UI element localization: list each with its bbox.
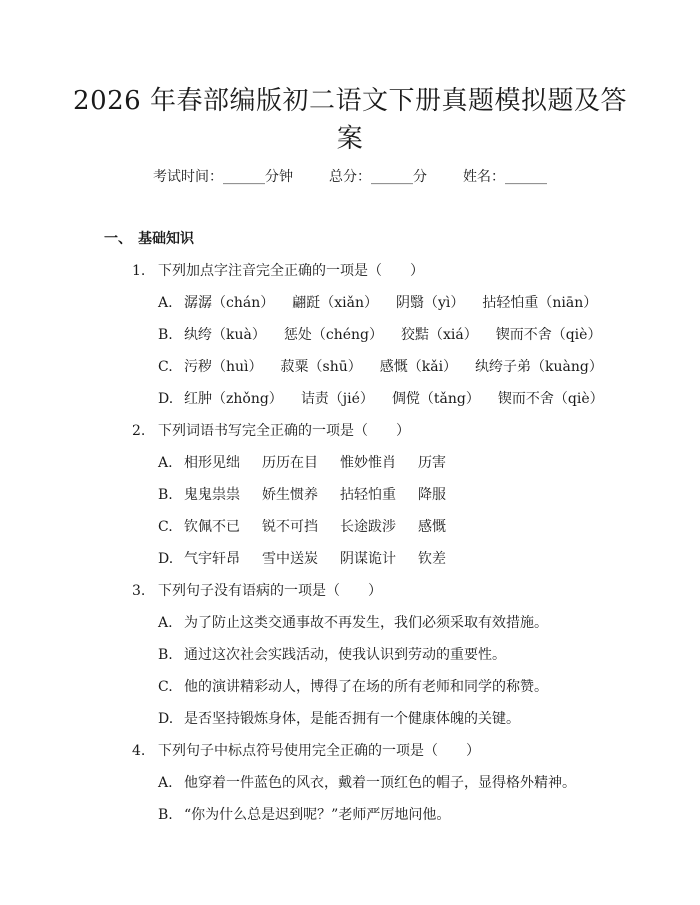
q3-option-c	[158, 676, 548, 698]
option-term: 阴谋诡计	[340, 551, 396, 567]
option-term: 感慨（kǎi）	[379, 359, 458, 375]
option-term: 相形见绌	[184, 455, 240, 471]
option-term: 纨绔子弟（kuàng）	[475, 359, 603, 375]
option-letter: A.	[158, 295, 173, 311]
option-term: 菽粟（shū）	[280, 359, 362, 375]
option-term: 惩处（chéng）	[283, 327, 383, 343]
q1-option-b	[158, 324, 601, 346]
exam-time-field: 考试时间：______分钟	[153, 169, 293, 185]
question-number: 1.	[132, 263, 146, 279]
option-letter: A.	[158, 615, 173, 631]
option-term: 锲而不舍（qiè）	[495, 327, 602, 343]
q2-option-d	[158, 548, 468, 570]
option-letter: D.	[158, 551, 174, 567]
option-term: 纨绔（kuà）	[184, 327, 266, 343]
option-term: 倜傥（tǎng）	[391, 391, 480, 407]
option-letter: B.	[158, 327, 173, 343]
option-term: 拈轻怕重（niān）	[482, 295, 598, 311]
option-letter: C.	[158, 519, 173, 535]
option-text: 为了防止这类交通事故不再发生，我们必须采取有效措施。	[184, 615, 548, 631]
q3-option-b	[158, 644, 506, 666]
option-term: 感慨	[418, 519, 446, 535]
question-text: 下列加点字注音完全正确的一项是（ ）	[158, 263, 424, 279]
section-title: 基础知识	[138, 231, 194, 247]
question-text: 下列句子没有语病的一项是（ ）	[158, 583, 382, 599]
exam-info-line	[0, 166, 700, 188]
question-3	[132, 580, 382, 602]
question-text: 下列句子中标点符号使用完全正确的一项是（ ）	[158, 743, 480, 759]
option-text: “你为什么总是迟到呢？”老师严厉地问他。	[184, 807, 451, 823]
question-number: 2.	[132, 423, 146, 439]
section-number: 一、	[104, 231, 132, 247]
q4-option-a	[158, 772, 576, 794]
q2-option-c	[158, 516, 468, 538]
question-2	[132, 420, 410, 442]
option-term: 降服	[418, 487, 446, 503]
q2-option-a	[158, 452, 468, 474]
option-letter: D.	[158, 391, 174, 407]
option-term: 钦差	[418, 551, 446, 567]
option-text: 他穿着一件蓝色的风衣，戴着一顶红色的帽子，显得格外精神。	[184, 775, 576, 791]
question-4	[132, 740, 480, 762]
option-term: 红肿（zhǒng）	[184, 391, 283, 407]
question-number: 3.	[132, 583, 146, 599]
total-score-field: 总分：______分	[329, 169, 427, 185]
question-text: 下列词语书写完全正确的一项是（ ）	[158, 423, 410, 439]
option-letter: B.	[158, 647, 173, 663]
q3-option-a	[158, 612, 548, 634]
option-letter: B.	[158, 807, 173, 823]
option-term: 历害	[418, 455, 446, 471]
option-term: 拈轻怕重	[340, 487, 396, 503]
option-term: 锐不可挡	[262, 519, 318, 535]
q1-option-a	[158, 292, 597, 314]
option-term: 气宇轩昂	[184, 551, 240, 567]
option-text: 通过这次社会实践活动，使我认识到劳动的重要性。	[184, 647, 506, 663]
option-term: 污秽（huì）	[184, 359, 263, 375]
option-term: 翩跹（xiǎn）	[292, 295, 378, 311]
option-letter: D.	[158, 711, 174, 727]
q2-option-b	[158, 484, 468, 506]
q4-option-b	[158, 804, 450, 826]
option-term: 锲而不舍（qiè）	[497, 391, 604, 407]
document-title: 2026 年春部编版初二语文下册真题模拟题及答案	[73, 86, 627, 154]
option-letter: A.	[158, 455, 173, 471]
option-term: 长途跋涉	[340, 519, 396, 535]
section-heading	[104, 228, 194, 250]
question-1	[132, 260, 424, 282]
option-letter: C.	[158, 359, 173, 375]
student-name-field: 姓名：______	[463, 169, 547, 185]
q1-option-d	[158, 388, 604, 410]
option-term: 鬼鬼祟祟	[184, 487, 240, 503]
option-text: 是否坚持锻炼身体，是能否拥有一个健康体魄的关键。	[184, 711, 520, 727]
option-term: 阴翳（yì）	[395, 295, 465, 311]
q3-option-d	[158, 708, 520, 730]
question-number: 4.	[132, 743, 146, 759]
option-letter: B.	[158, 487, 173, 503]
option-term: 雪中送炭	[262, 551, 318, 567]
option-term: 娇生惯养	[262, 487, 318, 503]
option-term: 诘责（jié）	[300, 391, 374, 407]
option-term: 历历在目	[262, 455, 318, 471]
option-letter: A.	[158, 775, 173, 791]
option-term: 狡黠（xiá）	[400, 327, 478, 343]
option-text: 他的演讲精彩动人，博得了在场的所有老师和同学的称赞。	[184, 679, 548, 695]
option-letter: C.	[158, 679, 173, 695]
option-term: 钦佩不已	[184, 519, 240, 535]
option-term: 惟妙惟肖	[340, 455, 396, 471]
option-term: 潺潺（chán）	[184, 295, 275, 311]
q1-option-c	[158, 356, 603, 378]
